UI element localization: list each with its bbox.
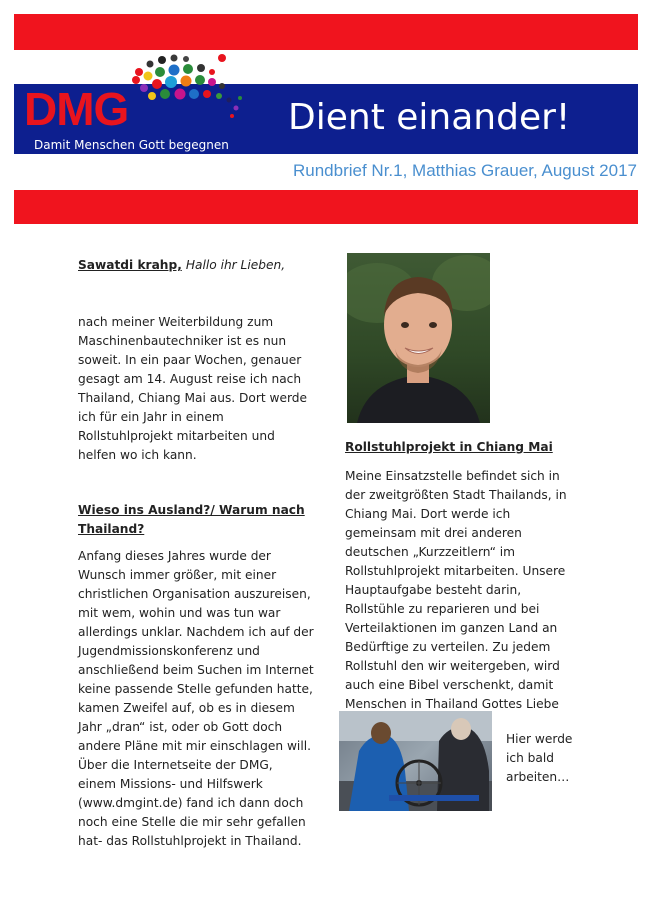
header-red-bar-top bbox=[14, 14, 638, 50]
section-heading-abroad: Wieso ins Ausland?/ Warum nach Thailand? bbox=[78, 503, 305, 536]
dmg-logo bbox=[14, 50, 254, 160]
right-column bbox=[345, 438, 573, 733]
project-paragraph: Meine Einsatzstelle befindet sich in der zweitgrößten Stadt Thailands, in Chiang Mai. Dort werde ich gemeinsam mit drei anderen deutschen „Kurzzeitlern“ im Rollstuhlprojekt mitarbeiten. Unsere Hauptaufgabe besteht darin, Rollstühle zu reparieren und bei Verteilaktionen im ganzen Land an Bedürftige zu verteilen. Zu jedem Rollstuhl den wir weitergeben, wird auch eine Bibel verschenkt, damit Menschen in Thailand Gottes Liebe bbox=[345, 469, 567, 711]
greeting-text: Hallo ihr Lieben, bbox=[185, 258, 286, 272]
header-red-bar-bottom bbox=[14, 190, 638, 224]
workshop-image-icon bbox=[339, 711, 492, 811]
portrait-photo bbox=[347, 253, 490, 423]
portrait-image-icon bbox=[347, 253, 490, 423]
photo-caption: Hier werde ich bald arbeiten… bbox=[506, 732, 573, 784]
section-heading-project: Rollstuhlprojekt in Chiang Mai bbox=[345, 440, 553, 454]
greeting-heading: Sawatdi krahp, bbox=[78, 258, 182, 272]
abroad-paragraph: Anfang dieses Jahres wurde der Wunsch immer größer, mit einer christlichen Organisation auszureisen, mit wem, wohin und was tun war allerdings unklar. Nachdem ich auf der Jugendmissionskonferenz und anschließend beim Suchen im Internet keine passende Stelle gefunden hatte, kamen Zweifel auf, ob es in diesem Jahr „dran“ ist, oder ob Gott doch andere Pläne mit mir einschlagen will. Über die Internetseite der DMG, einem Missions- und Hilfswerk (www.dmgint.de) fand ich dann doch noch eine Stelle die mir sehr gefallen hat- das Rollstuhlprojekt in Thailand. bbox=[78, 549, 314, 848]
page-title: Dient einander! bbox=[288, 97, 571, 138]
logo-tagline: Damit Menschen Gott begegnen bbox=[34, 138, 229, 152]
newsletter-subtitle: Rundbrief Nr.1, Matthias Grauer, August 2017 bbox=[293, 161, 637, 180]
workshop-photo bbox=[339, 711, 492, 811]
logo-wordmark: DMG bbox=[24, 83, 129, 135]
intro-paragraph: nach meiner Weiterbildung zum Maschinenbautechniker ist es nun soweit. In ein paar Wochen, genauer gesagt am 14. August reise ich nach Thailand, Chiang Mai aus. Dort werde ich für ein Jahr in einem Rollstuhlprojekt mitarbeiten und helfen wo ich kann. bbox=[78, 315, 308, 462]
left-column bbox=[78, 256, 314, 851]
greeting bbox=[78, 256, 314, 275]
